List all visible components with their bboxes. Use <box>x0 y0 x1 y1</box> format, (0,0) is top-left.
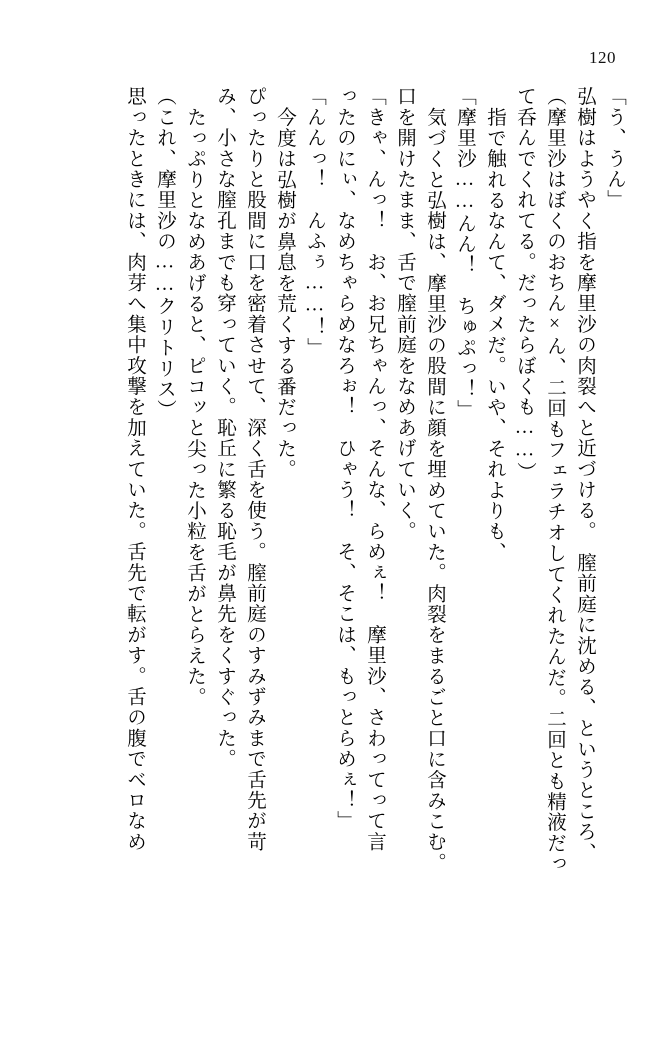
text-column: 「う、うん」 <box>604 86 625 211</box>
text-column: たっぷりとなめあげると、ピコッと尖った小粒を舌がとらえた。 <box>184 107 205 708</box>
text-column: 指で触れるなんて、ダメだ。いや、それよりも、 <box>484 107 505 563</box>
text-column: （これ、摩里沙の……クリトリス） <box>154 86 175 421</box>
text-column: ぴったりと股間に口を密着させて、深く舌を使う。膣前庭のすみずみまで舌先が苛 <box>244 86 265 852</box>
text-column: 「んんっ！ んふぅ……！」 <box>304 86 325 359</box>
page-number: 120 <box>589 48 616 67</box>
vertical-text-body <box>44 86 624 1016</box>
text-column: ったのにぃ、なめちゃらめなろぉ！ ひゃう！ そ、そこは、もっとらめぇ！」 <box>334 86 355 832</box>
text-column: （摩里沙はぼくのおちん×ん、二回もフェラチオしてくれたんだ。二回とも精液だっ <box>544 86 565 875</box>
text-column: 「摩里沙……んん！ ちゅぷっ！」 <box>454 86 475 421</box>
text-column: て呑んでくれてる。だったらぼくも……） <box>514 86 535 483</box>
text-column: 口を開けたまま、舌で膣前庭をなめあげていく。 <box>394 86 415 542</box>
text-column: 弘樹はようやく指を摩里沙の肉裂へと近づける。 膣前庭に沈める、というところ、 <box>574 86 595 863</box>
text-column: 「きゃ、んっ！ お、お兄ちゃんっ、そんな、らめぇ！ 摩里沙、さわってって言 <box>364 86 385 852</box>
text-column: 気づくと弘樹は、摩里沙の股間に顔を埋めていた。肉裂をまるごと口に含みこむ。 <box>424 107 445 873</box>
text-column: み、小さな膣孔までも穿っていく。恥丘に繁る恥毛が鼻先をくすぐった。 <box>214 86 235 770</box>
text-column: 今度は弘樹が鼻息を荒くする番だった。 <box>274 107 295 480</box>
text-column: 思ったときには、肉芽へ集中攻撃を加えていた。舌先で転がす。舌の腹でベロなめ <box>124 86 145 852</box>
